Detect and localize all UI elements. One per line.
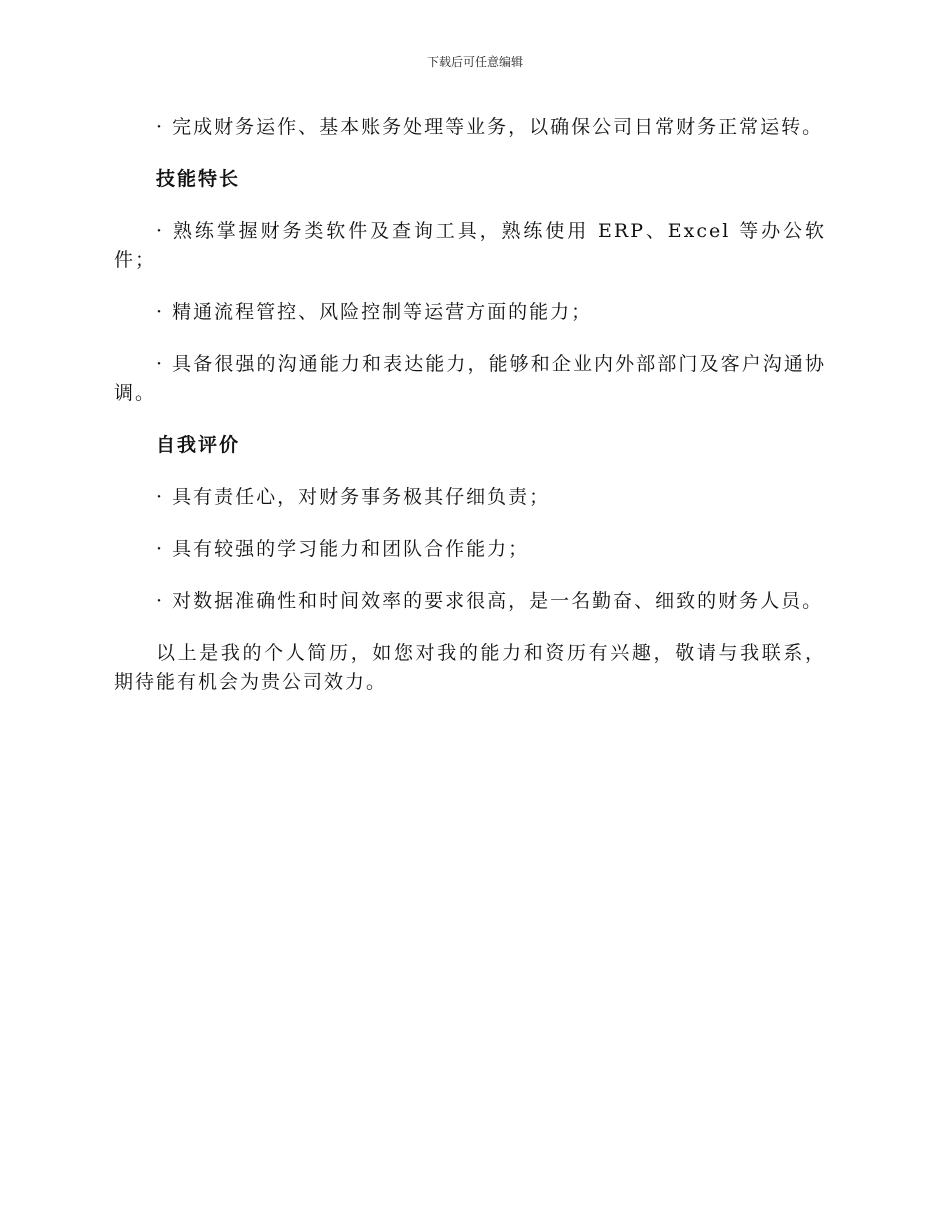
skills-heading: 技能特长	[156, 168, 241, 190]
skills-item-process: · 精通流程管控、风险控制等运营方面的能力；	[156, 301, 593, 323]
self-eval-item-teamwork: · 具有较强的学习能力和团队合作能力；	[156, 538, 530, 560]
skills-item-software: · 熟练掌握财务类软件及查询工具，熟练使用 ERP、Excel 等办公软件；	[114, 220, 826, 271]
skills-item-communication: · 具备很强的沟通能力和表达能力，能够和企业内外部部门及客户沟通协调。	[114, 353, 826, 404]
self-eval-item-responsibility: · 具有责任心，对财务事务极其仔细负责；	[156, 486, 551, 508]
closing-paragraph: 以上是我的个人简历，如您对我的能力和资历有兴趣，敬请与我联系，期待能有机会为贵公司效力。	[114, 642, 826, 693]
self-eval-item-accuracy: · 对数据准确性和时间效率的要求很高，是一名勤奋、细致的财务人员。	[156, 590, 824, 612]
page-header: 下载后可任意编辑	[426, 55, 523, 69]
intro-bullet: · 完成财务运作、基本账务处理等业务，以确保公司日常财务正常运转。	[156, 116, 824, 138]
document-body	[114, 113, 826, 697]
self-eval-heading: 自我评价	[156, 434, 241, 456]
